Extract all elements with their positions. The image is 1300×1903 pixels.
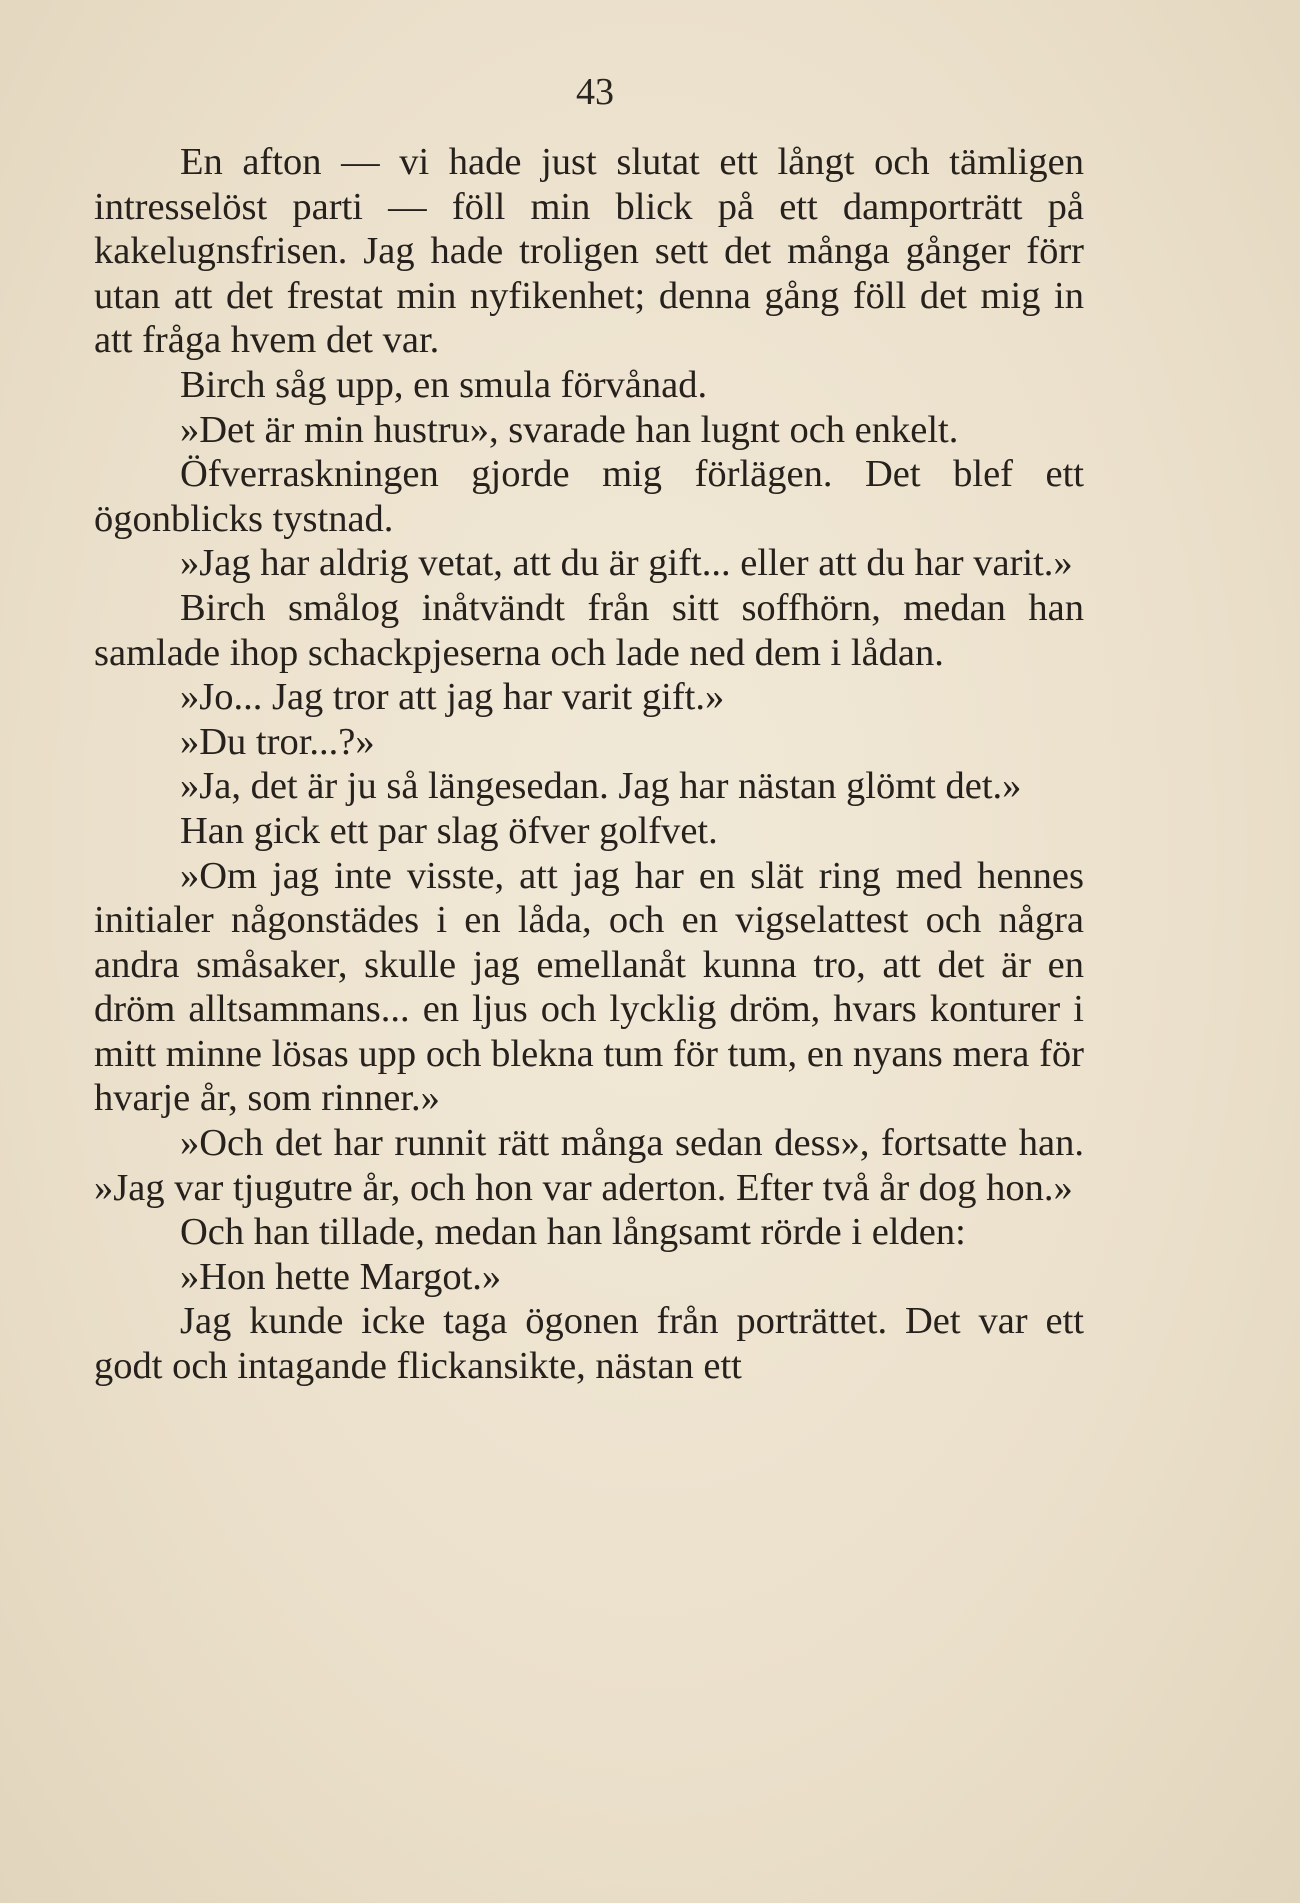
paragraph: »Hon hette Margot.» (180, 1255, 502, 1298)
paragraph: En afton — vi hade just slutat ett långt och tämligen intresselöst parti — föll min blick på ett damporträtt på kakelugnsfrisen. Jag hade troligen sett det många gånger förr utan att det frestat min nyfikenhet; denna gång föll det mig in att fråga hvem det var. (94, 141, 1084, 362)
paragraph: »Jag har aldrig vetat, att du är gift... eller att du har varit.» (180, 542, 1073, 585)
paragraph: Öfverraskningen gjorde mig förlägen. Det blef ett ögonblicks tystnad. (94, 453, 1084, 540)
paragraph: »Om jag inte visste, att jag har en slät ring med hennes initialer någonstädes i en låda, och en vigselattest och några andra småsaker, skulle jag emellanåt kunna tro, att det är en dröm alltsammans... en ljus och lycklig dröm, hvars konturer i mitt minne lösas upp och blekna tum för tum, en nyans mera för hvarje år, som rinner.» (94, 854, 1084, 1120)
paragraph: Jag kunde icke taga ögonen från porträttet. Det var ett godt och intagande flickansikte, nästan ett (94, 1300, 1084, 1388)
paragraph: »Jo... Jag tror att jag har varit gift.» (180, 676, 725, 719)
paragraph: »Du tror...?» (180, 720, 375, 763)
paragraph: »Ja, det är ju så längesedan. Jag har nästan glömt det.» (180, 765, 1022, 808)
page-number: 43 (576, 71, 614, 113)
paragraph: Han gick ett par slag öfver golfvet. (180, 809, 718, 852)
paragraph: »Och det har runnit rätt många sedan dess», fortsatte han. »Jag var tjugutre år, och hon var aderton. Efter två år dog hon.» (94, 1122, 1084, 1209)
paragraph: Birch smålog inåtvändt från sitt soffhörn, medan han samlade ihop schackpjeserna och lade ned dem i lådan. (94, 586, 1084, 674)
paragraph: Och han tillade, medan han långsamt rörde i elden: (180, 1211, 966, 1254)
body-text (94, 140, 1084, 1389)
paragraph: Birch såg upp, en smula förvånad. (180, 363, 708, 406)
paragraph: »Det är min hustru», svarade han lugnt och enkelt. (180, 408, 959, 451)
